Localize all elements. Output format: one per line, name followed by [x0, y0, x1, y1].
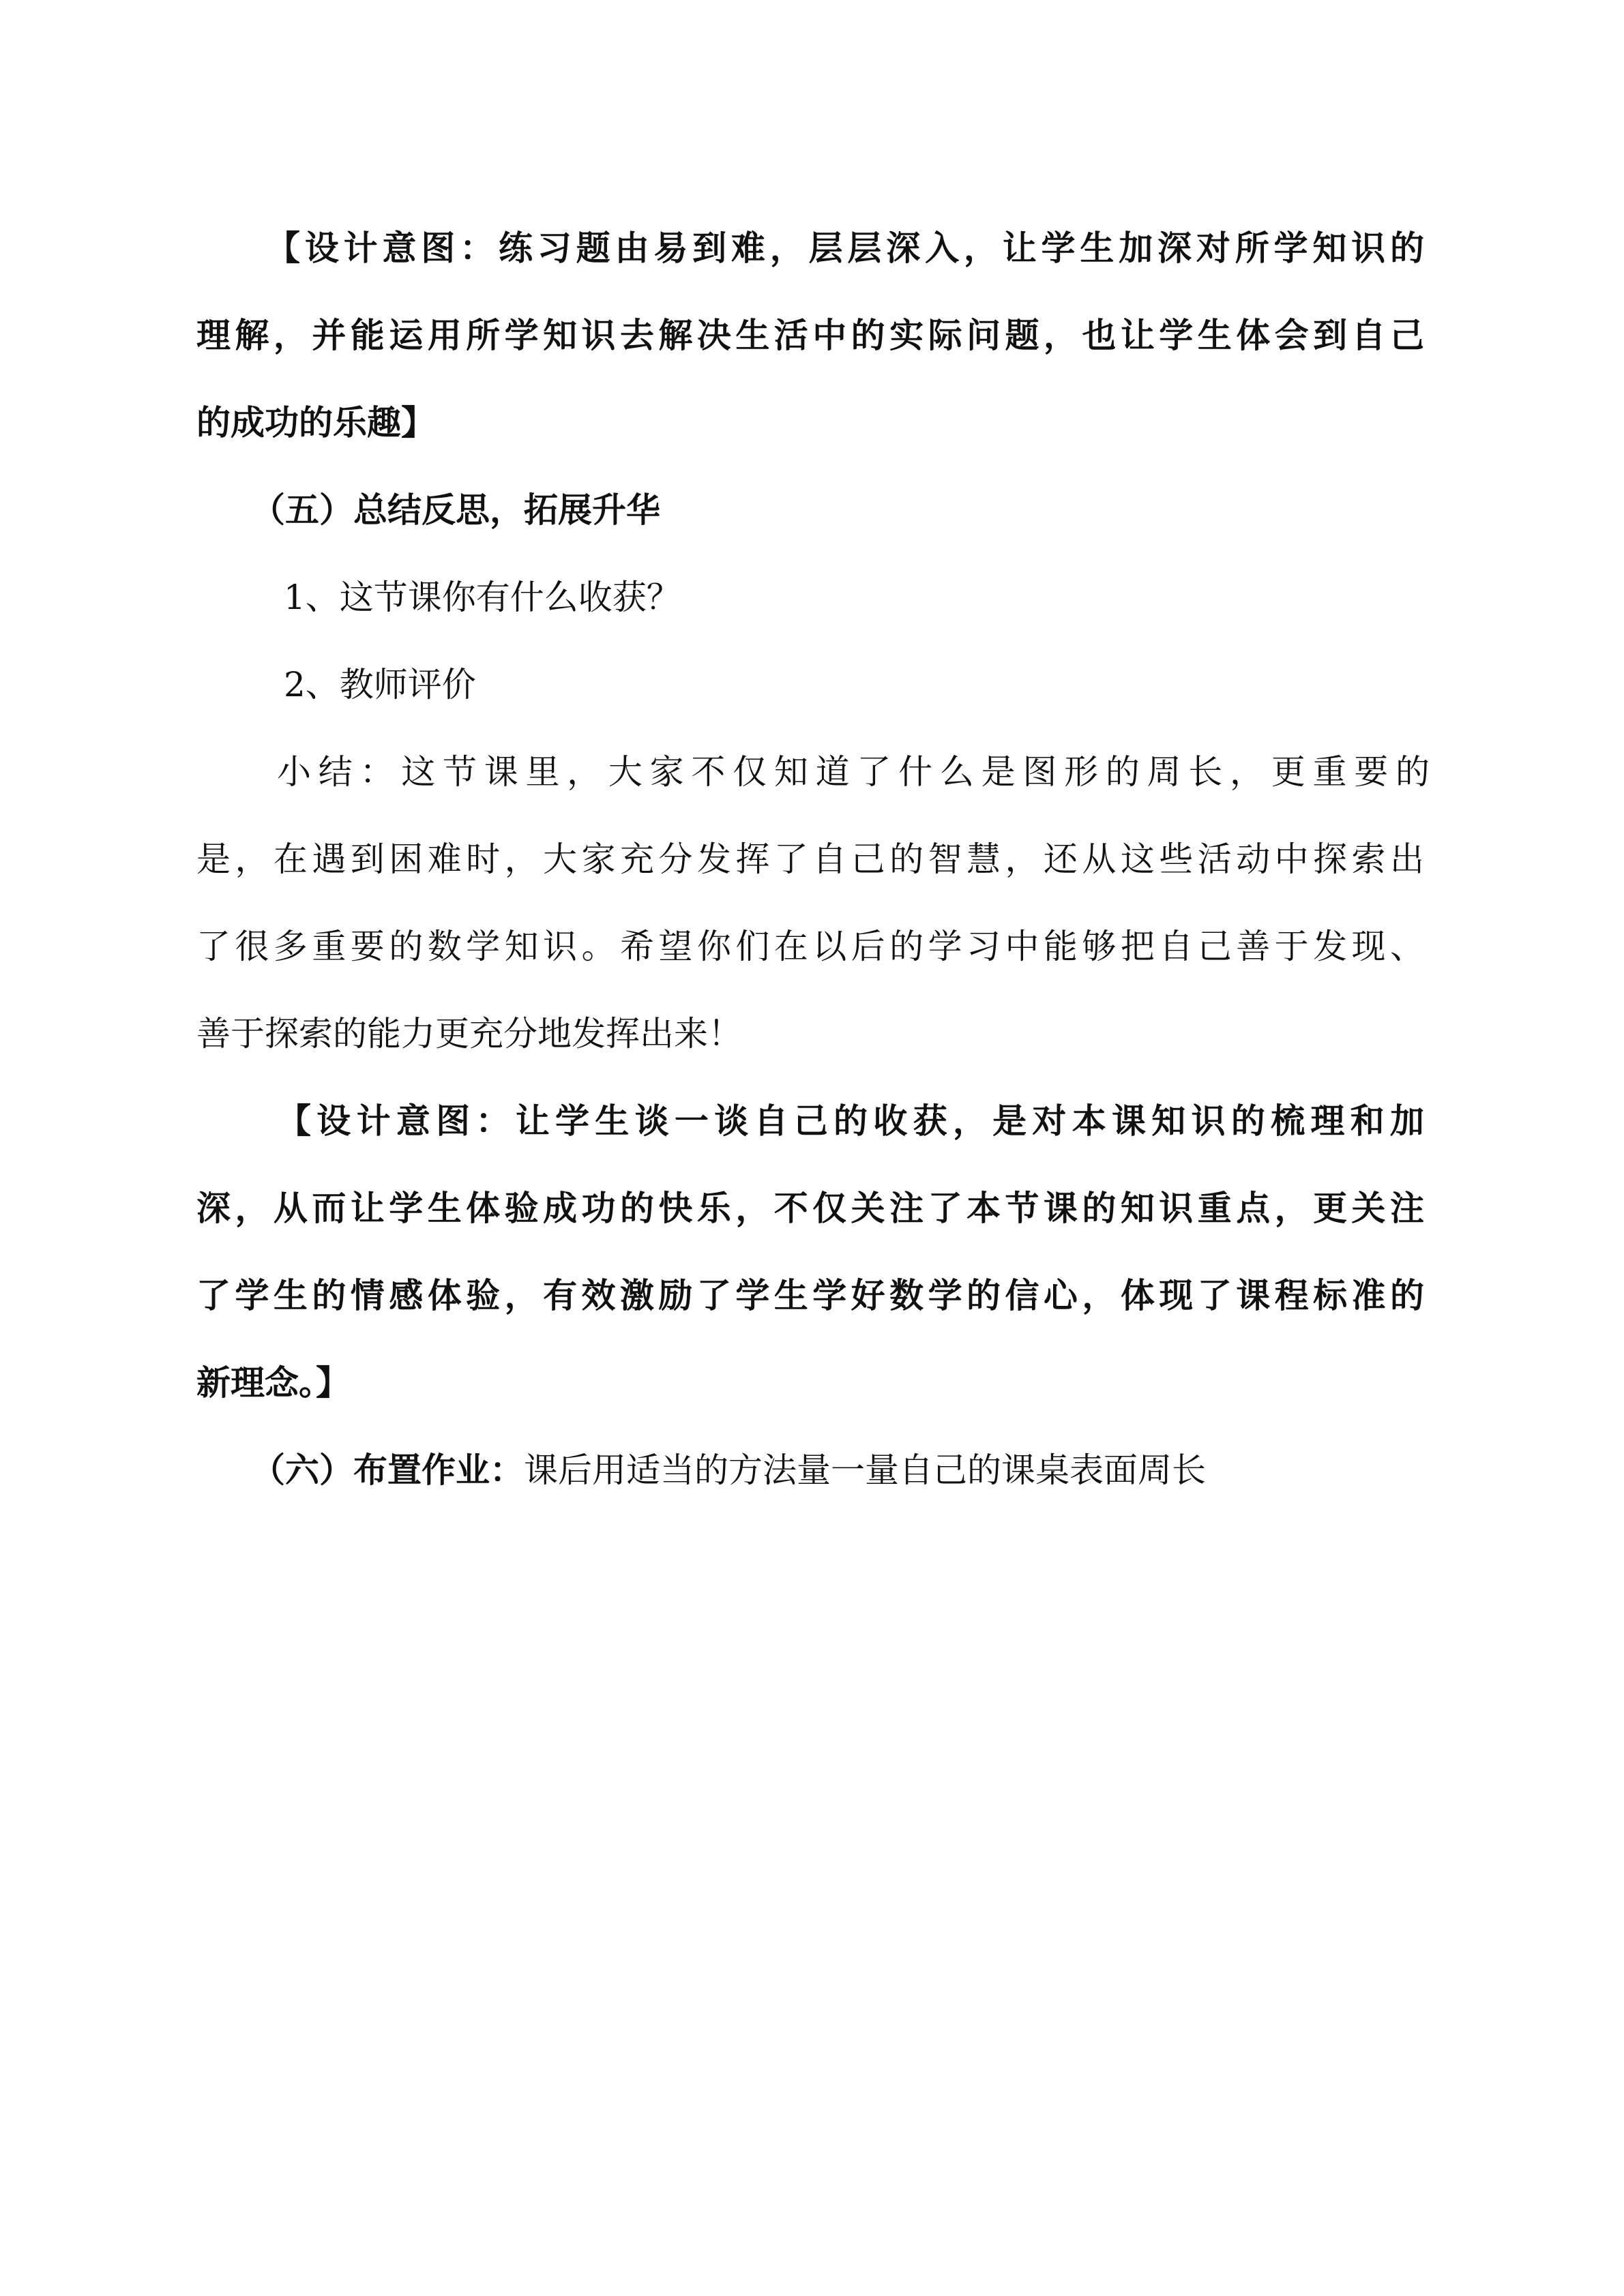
design-note-1-line-1: 【设计意图：练习题由易到难，层层深入，让学生加深对所学知识的	[266, 228, 1424, 268]
summary-line-2: 是，在遇到困难时，大家充分发挥了自己的智慧，还从这些活动中探索出	[196, 839, 1424, 879]
design-note-2-line-1: 【设计意图：让学生谈一谈自己的收获，是对本课知识的梳理和加	[277, 1101, 1424, 1141]
section-5-item-2: 2、教师评价	[284, 665, 476, 704]
design-note-1-line-2: 理解，并能运用所学知识去解决生活中的实际问题，也让学生体会到自己	[196, 316, 1424, 355]
section-5-heading: （五）总结反思，拓展升华	[251, 490, 660, 530]
summary-line-4: 善于探索的能力更充分地发挥出来！	[196, 1014, 742, 1054]
design-note-2-line-2: 深，从而让学生体验成功的快乐，不仅关注了本节课的知识重点，更关注	[196, 1189, 1424, 1228]
section-5-item-1: 1、这节课你有什么收获？	[284, 578, 681, 617]
summary-line-3: 了很多重要的数学知识。希望你们在以后的学习中能够把自己善于发现、	[196, 927, 1424, 966]
section-6-heading: （六）布置作业：	[251, 1450, 524, 1490]
design-note-1-line-3: 的成功的乐趣】	[196, 403, 435, 443]
design-note-2-line-4: 新理念。】	[196, 1363, 350, 1403]
section-6	[196, 1427, 1424, 1514]
section-6-text: 课后用适当的方法量一量自己的课桌表面周长	[524, 1450, 1206, 1490]
summary-line-1: 小结：这节课里，大家不仅知道了什么是图形的周长，更重要的	[277, 752, 1430, 792]
document-body	[196, 205, 1430, 1514]
design-note-2-line-3: 了学生的情感体验，有效激励了学生学好数学的信心，体现了课程标准的	[196, 1276, 1424, 1315]
